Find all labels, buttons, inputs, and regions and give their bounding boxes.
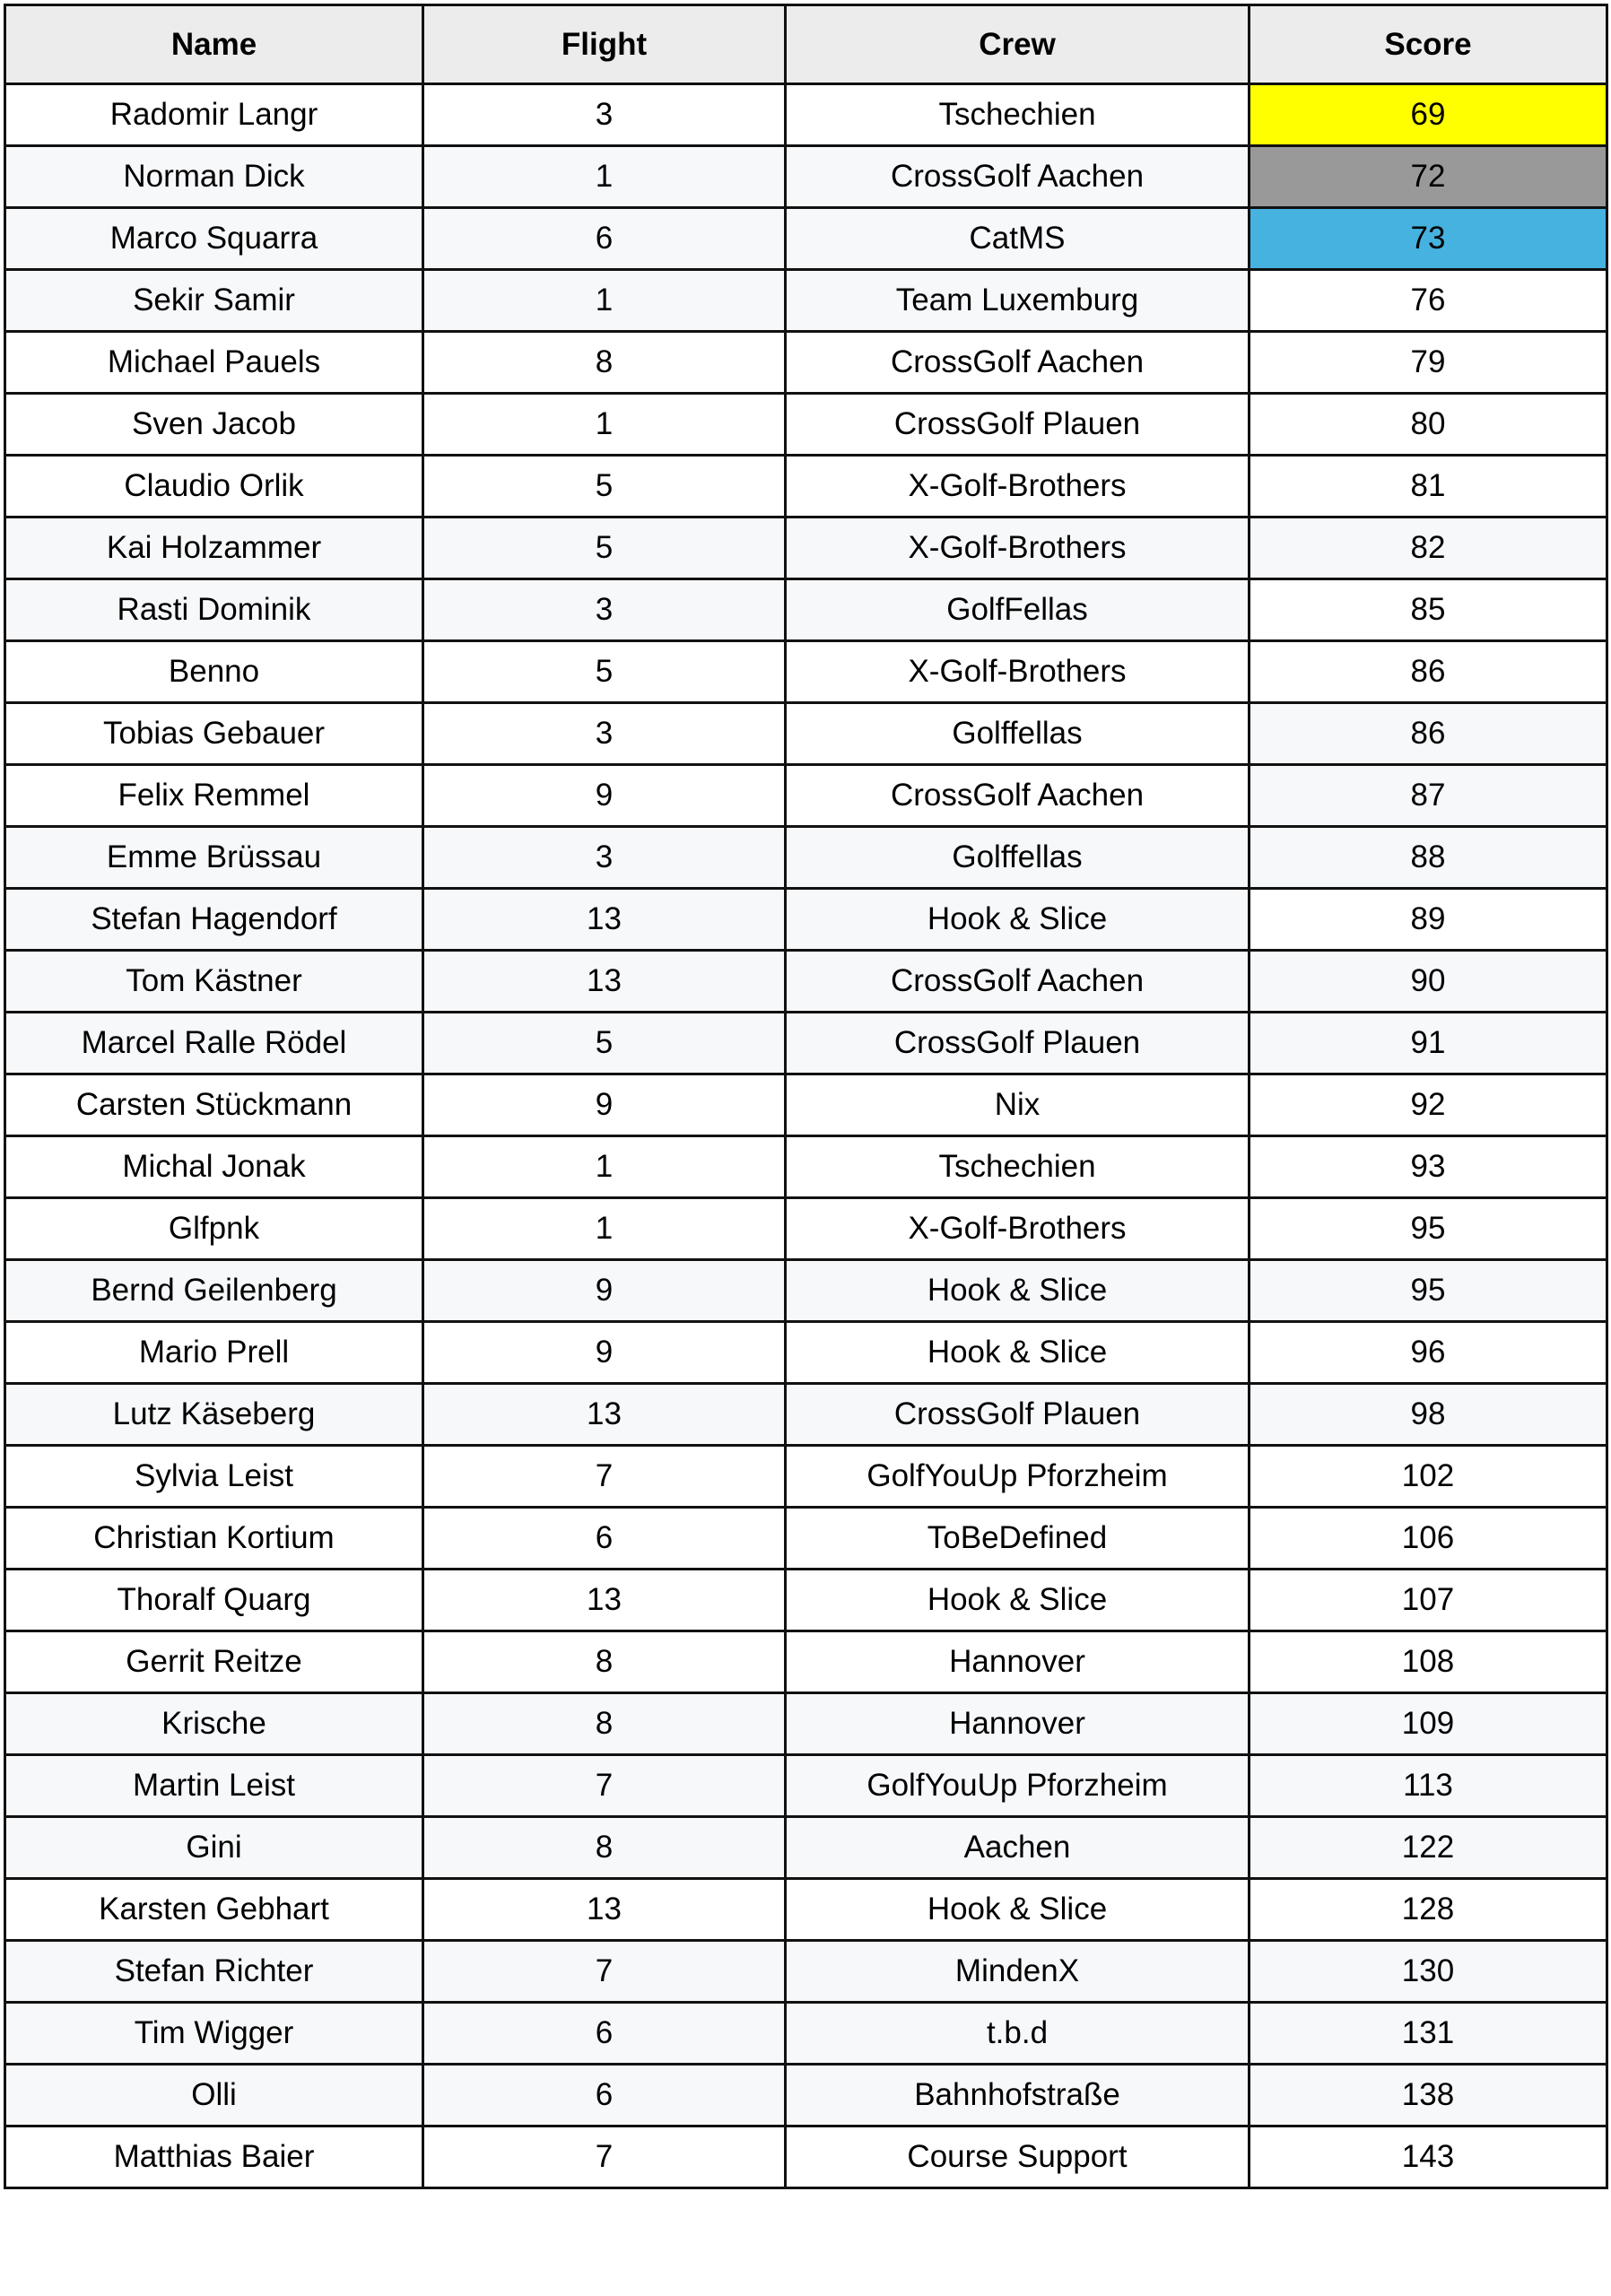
cell-score[interactable]: 128 [1250,1879,1607,1941]
cell-name[interactable]: Tom Kästner [5,951,423,1013]
cell-name[interactable]: Thoralf Quarg [5,1570,423,1631]
cell-crew[interactable]: GolfFellas [786,579,1250,641]
table-row[interactable] [5,1446,1607,1508]
cell-score[interactable]: 87 [1250,765,1607,827]
cell-name[interactable]: Michael Pauels [5,332,423,394]
cell-crew[interactable]: Aachen [786,1817,1250,1879]
cell-flight[interactable]: 3 [423,579,786,641]
cell-score[interactable]: 106 [1250,1508,1607,1570]
cell-crew[interactable]: X-Golf-Brothers [786,517,1250,579]
cell-flight[interactable]: 1 [423,146,786,208]
cell-crew[interactable]: CrossGolf Plauen [786,1013,1250,1074]
cell-flight[interactable]: 5 [423,641,786,703]
cell-score[interactable]: 109 [1250,1693,1607,1755]
cell-score[interactable]: 86 [1250,703,1607,765]
cell-flight[interactable]: 13 [423,889,786,951]
cell-score[interactable]: 143 [1250,2126,1607,2188]
table-row[interactable] [5,703,1607,765]
table-row[interactable] [5,2065,1607,2126]
cell-flight[interactable]: 1 [423,270,786,332]
cell-name[interactable]: Claudio Orlik [5,456,423,517]
cell-crew[interactable]: CrossGolf Aachen [786,765,1250,827]
cell-crew[interactable]: Tschechien [786,84,1250,146]
cell-name[interactable]: Marco Squarra [5,208,423,270]
cell-name[interactable]: Lutz Käseberg [5,1384,423,1446]
cell-crew[interactable]: CrossGolf Aachen [786,332,1250,394]
table-row[interactable] [5,889,1607,951]
cell-name[interactable]: Gini [5,1817,423,1879]
cell-flight[interactable]: 3 [423,703,786,765]
cell-score[interactable]: 108 [1250,1631,1607,1693]
cell-flight[interactable]: 3 [423,84,786,146]
table-row[interactable] [5,765,1607,827]
cell-flight[interactable]: 7 [423,1755,786,1817]
table-row[interactable] [5,1693,1607,1755]
cell-score[interactable]: 107 [1250,1570,1607,1631]
table-row[interactable] [5,1631,1607,1693]
cell-score[interactable]: 96 [1250,1322,1607,1384]
cell-crew[interactable]: CatMS [786,208,1250,270]
cell-score[interactable]: 131 [1250,2003,1607,2065]
table-row[interactable] [5,456,1607,517]
cell-name[interactable]: Emme Brüssau [5,827,423,889]
cell-crew[interactable]: CrossGolf Aachen [786,146,1250,208]
table-row[interactable] [5,1074,1607,1136]
cell-name[interactable]: Sekir Samir [5,270,423,332]
cell-flight[interactable]: 6 [423,2065,786,2126]
column-header-score[interactable]: Score [1250,5,1607,84]
column-header-crew[interactable]: Crew [786,5,1250,84]
cell-name[interactable]: Christian Kortium [5,1508,423,1570]
cell-name[interactable]: Gerrit Reitze [5,1631,423,1693]
table-row[interactable] [5,1570,1607,1631]
cell-name[interactable]: Sylvia Leist [5,1446,423,1508]
cell-flight[interactable]: 5 [423,456,786,517]
cell-score[interactable]: 113 [1250,1755,1607,1817]
column-header-flight[interactable]: Flight [423,5,786,84]
cell-crew[interactable]: Nix [786,1074,1250,1136]
cell-flight[interactable]: 8 [423,1817,786,1879]
cell-crew[interactable]: Hook & Slice [786,1879,1250,1941]
cell-crew[interactable]: Team Luxemburg [786,270,1250,332]
cell-flight[interactable]: 1 [423,1136,786,1198]
table-row[interactable] [5,517,1607,579]
cell-flight[interactable]: 7 [423,1446,786,1508]
cell-score[interactable]: 95 [1250,1260,1607,1322]
table-row[interactable] [5,394,1607,456]
cell-name[interactable]: Stefan Richter [5,1941,423,2003]
cell-name[interactable]: Radomir Langr [5,84,423,146]
cell-flight[interactable]: 8 [423,1631,786,1693]
table-row[interactable] [5,1260,1607,1322]
column-header-name[interactable]: Name [5,5,423,84]
cell-crew[interactable]: Course Support [786,2126,1250,2188]
cell-crew[interactable]: X-Golf-Brothers [786,641,1250,703]
cell-name[interactable]: Matthias Baier [5,2126,423,2188]
table-row[interactable] [5,1755,1607,1817]
table-row[interactable] [5,84,1607,146]
table-row[interactable] [5,146,1607,208]
table-row[interactable] [5,2126,1607,2188]
cell-score[interactable]: 95 [1250,1198,1607,1260]
header-row [5,5,1607,84]
cell-crew[interactable]: X-Golf-Brothers [786,1198,1250,1260]
cell-name[interactable]: Benno [5,641,423,703]
cell-flight[interactable]: 6 [423,2003,786,2065]
cell-name[interactable]: Marcel Ralle Rödel [5,1013,423,1074]
cell-name[interactable]: Tim Wigger [5,2003,423,2065]
cell-flight[interactable]: 9 [423,1074,786,1136]
cell-flight[interactable]: 13 [423,1570,786,1631]
table-row[interactable] [5,1508,1607,1570]
cell-crew[interactable]: Hannover [786,1631,1250,1693]
cell-flight[interactable]: 9 [423,1322,786,1384]
cell-name[interactable]: Martin Leist [5,1755,423,1817]
leaderboard-table [4,4,1608,2189]
cell-crew[interactable]: Golffellas [786,827,1250,889]
cell-flight[interactable]: 3 [423,827,786,889]
cell-score[interactable]: 138 [1250,2065,1607,2126]
cell-flight[interactable]: 7 [423,1941,786,2003]
cell-crew[interactable]: CrossGolf Plauen [786,394,1250,456]
table-body [5,84,1607,2188]
table-row[interactable] [5,1817,1607,1879]
cell-score[interactable]: 79 [1250,332,1607,394]
cell-score[interactable]: 122 [1250,1817,1607,1879]
cell-name[interactable]: Mario Prell [5,1322,423,1384]
cell-flight[interactable]: 5 [423,517,786,579]
cell-crew[interactable]: X-Golf-Brothers [786,456,1250,517]
cell-score[interactable]: 80 [1250,394,1607,456]
cell-name[interactable]: Karsten Gebhart [5,1879,423,1941]
cell-score[interactable]: 89 [1250,889,1607,951]
cell-flight[interactable]: 9 [423,765,786,827]
table-row[interactable] [5,2003,1607,2065]
cell-score[interactable]: 98 [1250,1384,1607,1446]
cell-flight[interactable]: 1 [423,1198,786,1260]
cell-name[interactable]: Kai Holzammer [5,517,423,579]
table-row[interactable] [5,1013,1607,1074]
cell-name[interactable]: Felix Remmel [5,765,423,827]
table-row[interactable] [5,208,1607,270]
cell-flight[interactable]: 1 [423,394,786,456]
cell-flight[interactable]: 13 [423,951,786,1013]
cell-crew[interactable]: Golffellas [786,703,1250,765]
cell-flight[interactable]: 13 [423,1384,786,1446]
cell-name[interactable]: Stefan Hagendorf [5,889,423,951]
table-row[interactable] [5,827,1607,889]
cell-name[interactable]: Carsten Stückmann [5,1074,423,1136]
cell-name[interactable]: Norman Dick [5,146,423,208]
cell-score[interactable]: 91 [1250,1013,1607,1074]
cell-flight[interactable]: 8 [423,1693,786,1755]
cell-flight[interactable]: 5 [423,1013,786,1074]
cell-crew[interactable]: ToBeDefined [786,1508,1250,1570]
cell-score[interactable]: 81 [1250,456,1607,517]
cell-score-highlight-first[interactable]: 69 [1250,84,1607,146]
table-row[interactable] [5,579,1607,641]
cell-crew[interactable]: Bahnhofstraße [786,2065,1250,2126]
cell-crew[interactable]: Tschechien [786,1136,1250,1198]
cell-name[interactable]: Rasti Dominik [5,579,423,641]
cell-crew[interactable]: CrossGolf Plauen [786,1384,1250,1446]
table-row[interactable] [5,1198,1607,1260]
cell-name[interactable]: Sven Jacob [5,394,423,456]
cell-score[interactable]: 130 [1250,1941,1607,2003]
cell-score[interactable]: 86 [1250,641,1607,703]
cell-score[interactable]: 85 [1250,579,1607,641]
cell-name[interactable]: Krische [5,1693,423,1755]
cell-score[interactable]: 76 [1250,270,1607,332]
cell-name[interactable]: Glfpnk [5,1198,423,1260]
cell-flight[interactable]: 13 [423,1879,786,1941]
cell-flight[interactable]: 9 [423,1260,786,1322]
cell-crew[interactable]: MindenX [786,1941,1250,2003]
cell-crew[interactable]: Hook & Slice [786,1322,1250,1384]
cell-score[interactable]: 92 [1250,1074,1607,1136]
cell-flight[interactable]: 7 [423,2126,786,2188]
cell-score[interactable]: 82 [1250,517,1607,579]
cell-name[interactable]: Tobias Gebauer [5,703,423,765]
cell-crew[interactable]: GolfYouUp Pforzheim [786,1446,1250,1508]
cell-score[interactable]: 102 [1250,1446,1607,1508]
cell-flight[interactable]: 6 [423,1508,786,1570]
cell-crew[interactable]: Hannover [786,1693,1250,1755]
cell-score[interactable]: 93 [1250,1136,1607,1198]
cell-crew[interactable]: Hook & Slice [786,1570,1250,1631]
table-row[interactable] [5,1941,1607,2003]
cell-score-highlight-third[interactable]: 73 [1250,208,1607,270]
table-row[interactable] [5,1136,1607,1198]
cell-crew[interactable]: CrossGolf Aachen [786,951,1250,1013]
cell-flight[interactable]: 6 [423,208,786,270]
table-row[interactable] [5,270,1607,332]
cell-crew[interactable]: Hook & Slice [786,889,1250,951]
cell-crew[interactable]: Hook & Slice [786,1260,1250,1322]
cell-name[interactable]: Olli [5,2065,423,2126]
cell-score[interactable]: 88 [1250,827,1607,889]
cell-crew[interactable]: GolfYouUp Pforzheim [786,1755,1250,1817]
cell-score[interactable]: 90 [1250,951,1607,1013]
table-row[interactable] [5,951,1607,1013]
table-row[interactable] [5,1322,1607,1384]
table-row[interactable] [5,641,1607,703]
cell-name[interactable]: Michal Jonak [5,1136,423,1198]
table-row[interactable] [5,1879,1607,1941]
table-row[interactable] [5,1384,1607,1446]
cell-name[interactable]: Bernd Geilenberg [5,1260,423,1322]
table-row[interactable] [5,332,1607,394]
cell-crew[interactable]: t.b.d [786,2003,1250,2065]
cell-flight[interactable]: 8 [423,332,786,394]
cell-score-highlight-second[interactable]: 72 [1250,146,1607,208]
